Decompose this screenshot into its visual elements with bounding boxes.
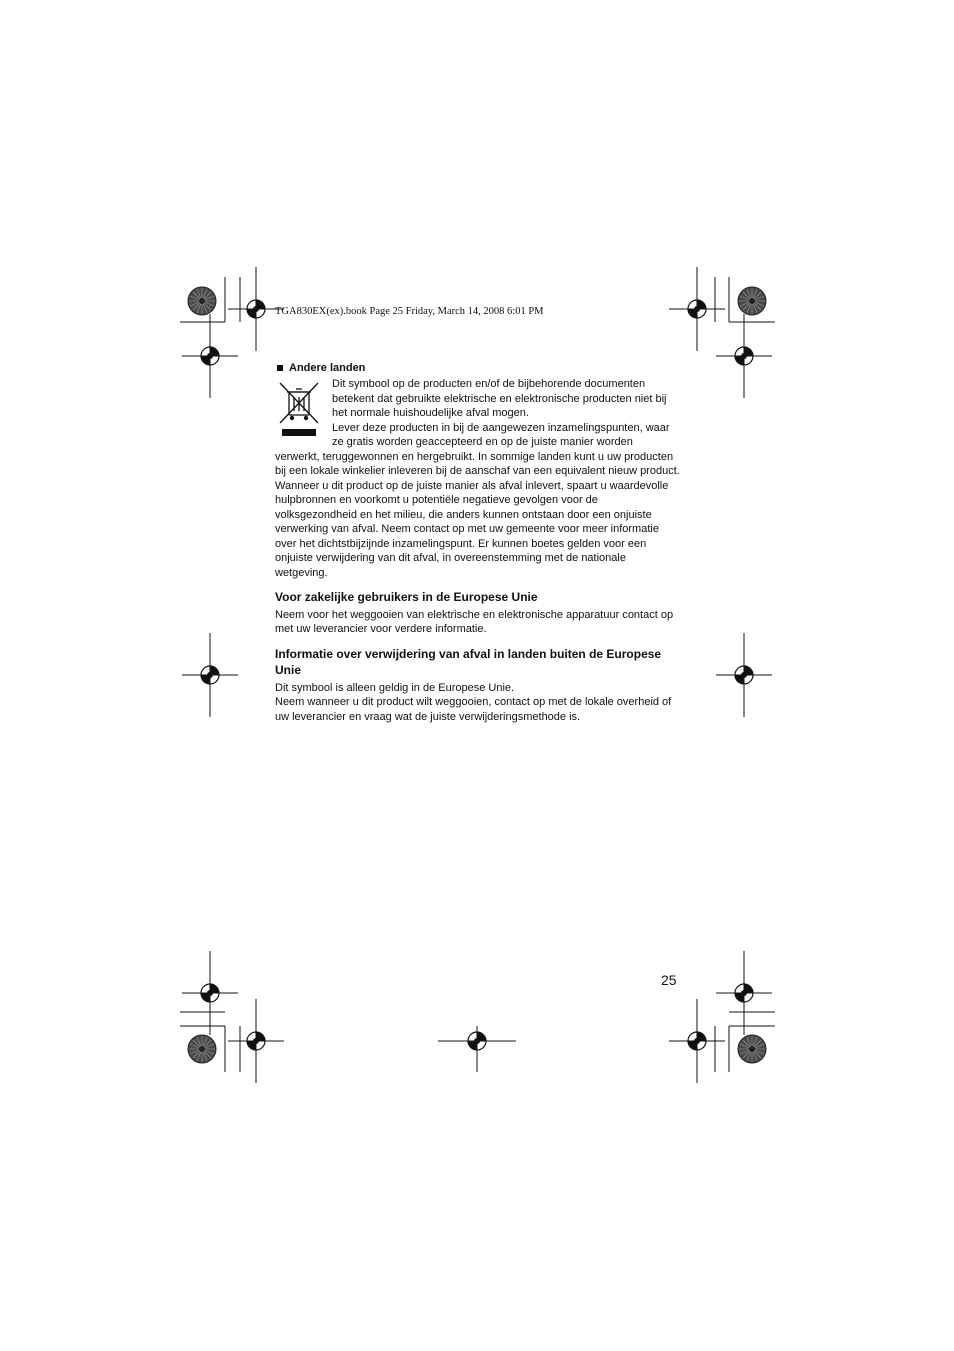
registration-mark-icon [716,951,772,1035]
registration-mark-icon [716,314,772,398]
weee-wrapped-line: ze gratis worden geaccepteerd en op de juiste manier worden [332,436,633,448]
waste-benefits-paragraph: Wanneer u dit product op de juiste manier als afval inlevert, spaart u waardevolle hulpbronnen en voorkomt u potentiële negatieve gevolgen voor de volksgezondheid en het milieu, die anders kunnen ontstaan door een onjuiste verwerking van afval. Neem contact op met uw gemeente voor meer informatie over het dichtstbijzijnde inzamelingspunt. Er kunnen boetes gelden voor een onjuiste verwijdering van dit afval, in overeenstemming met de nationale wetgeving. [275,479,669,579]
color-target-icon [738,1035,766,1063]
crossed-out-wheelie-bin-icon [275,379,325,439]
registration-mark-icon [716,633,772,717]
registration-mark-icon [438,1026,516,1072]
color-target-icon [188,1035,216,1063]
section-heading-text: Andere landen [289,362,366,374]
page-content [275,361,680,724]
weee-wrapped-line: betekent dat gebruikte elektrische en elektronische producten niet bij [332,392,667,405]
registration-mark-icon [669,999,725,1083]
outside-eu-line-1: Dit symbool is alleen geldig in de Europese Unie. [275,681,515,694]
book-header: TGA830EX(ex).book Page 25 Friday, March 14, 2008 6:01 PM [275,306,544,317]
page-number: 25 [661,972,677,988]
square-bullet-icon [277,365,283,371]
outside-eu-line-2: Neem wanneer u dit product wilt weggooien, contact op met de lokale overheid of uw leverancier en vraag wat de juiste verwijderingsmethode is. [275,696,672,723]
registration-mark-icon [228,999,284,1083]
outside-eu-heading: Informatie over verwijdering van afval in landen buiten de Europese Unie [275,646,662,677]
registration-mark-icon [182,633,238,717]
registration-mark-icon [182,314,238,398]
business-users-text: Neem voor het weggooien van elektrische en elektronische apparatuur contact op met uw leverancier voor verdere informatie. [275,608,674,635]
weee-wrapped-line: Lever deze producten in bij de aangewezen inzamelingspunten, waar [332,421,670,434]
registration-mark-icon [669,267,725,351]
weee-paragraph [275,377,680,479]
weee-wrapped-line: Dit symbool op de producten en/of de bijbehorende documenten [332,378,646,390]
color-target-icon [738,287,766,315]
weee-continuation: verwerkt, teruggewonnen en hergebruikt. In sommige landen kunt u uw producten bij een lokale winkelier inleveren bij de aanschaf van een equivalent nieuw product. [275,450,680,477]
section-heading [275,361,680,375]
business-users-heading: Voor zakelijke gebruikers in de Europese Unie [275,590,538,604]
weee-wrapped-line: het normale huishoudelijke afval mogen. [332,407,529,419]
color-target-icon [188,287,216,315]
registration-mark-icon [182,951,238,1035]
